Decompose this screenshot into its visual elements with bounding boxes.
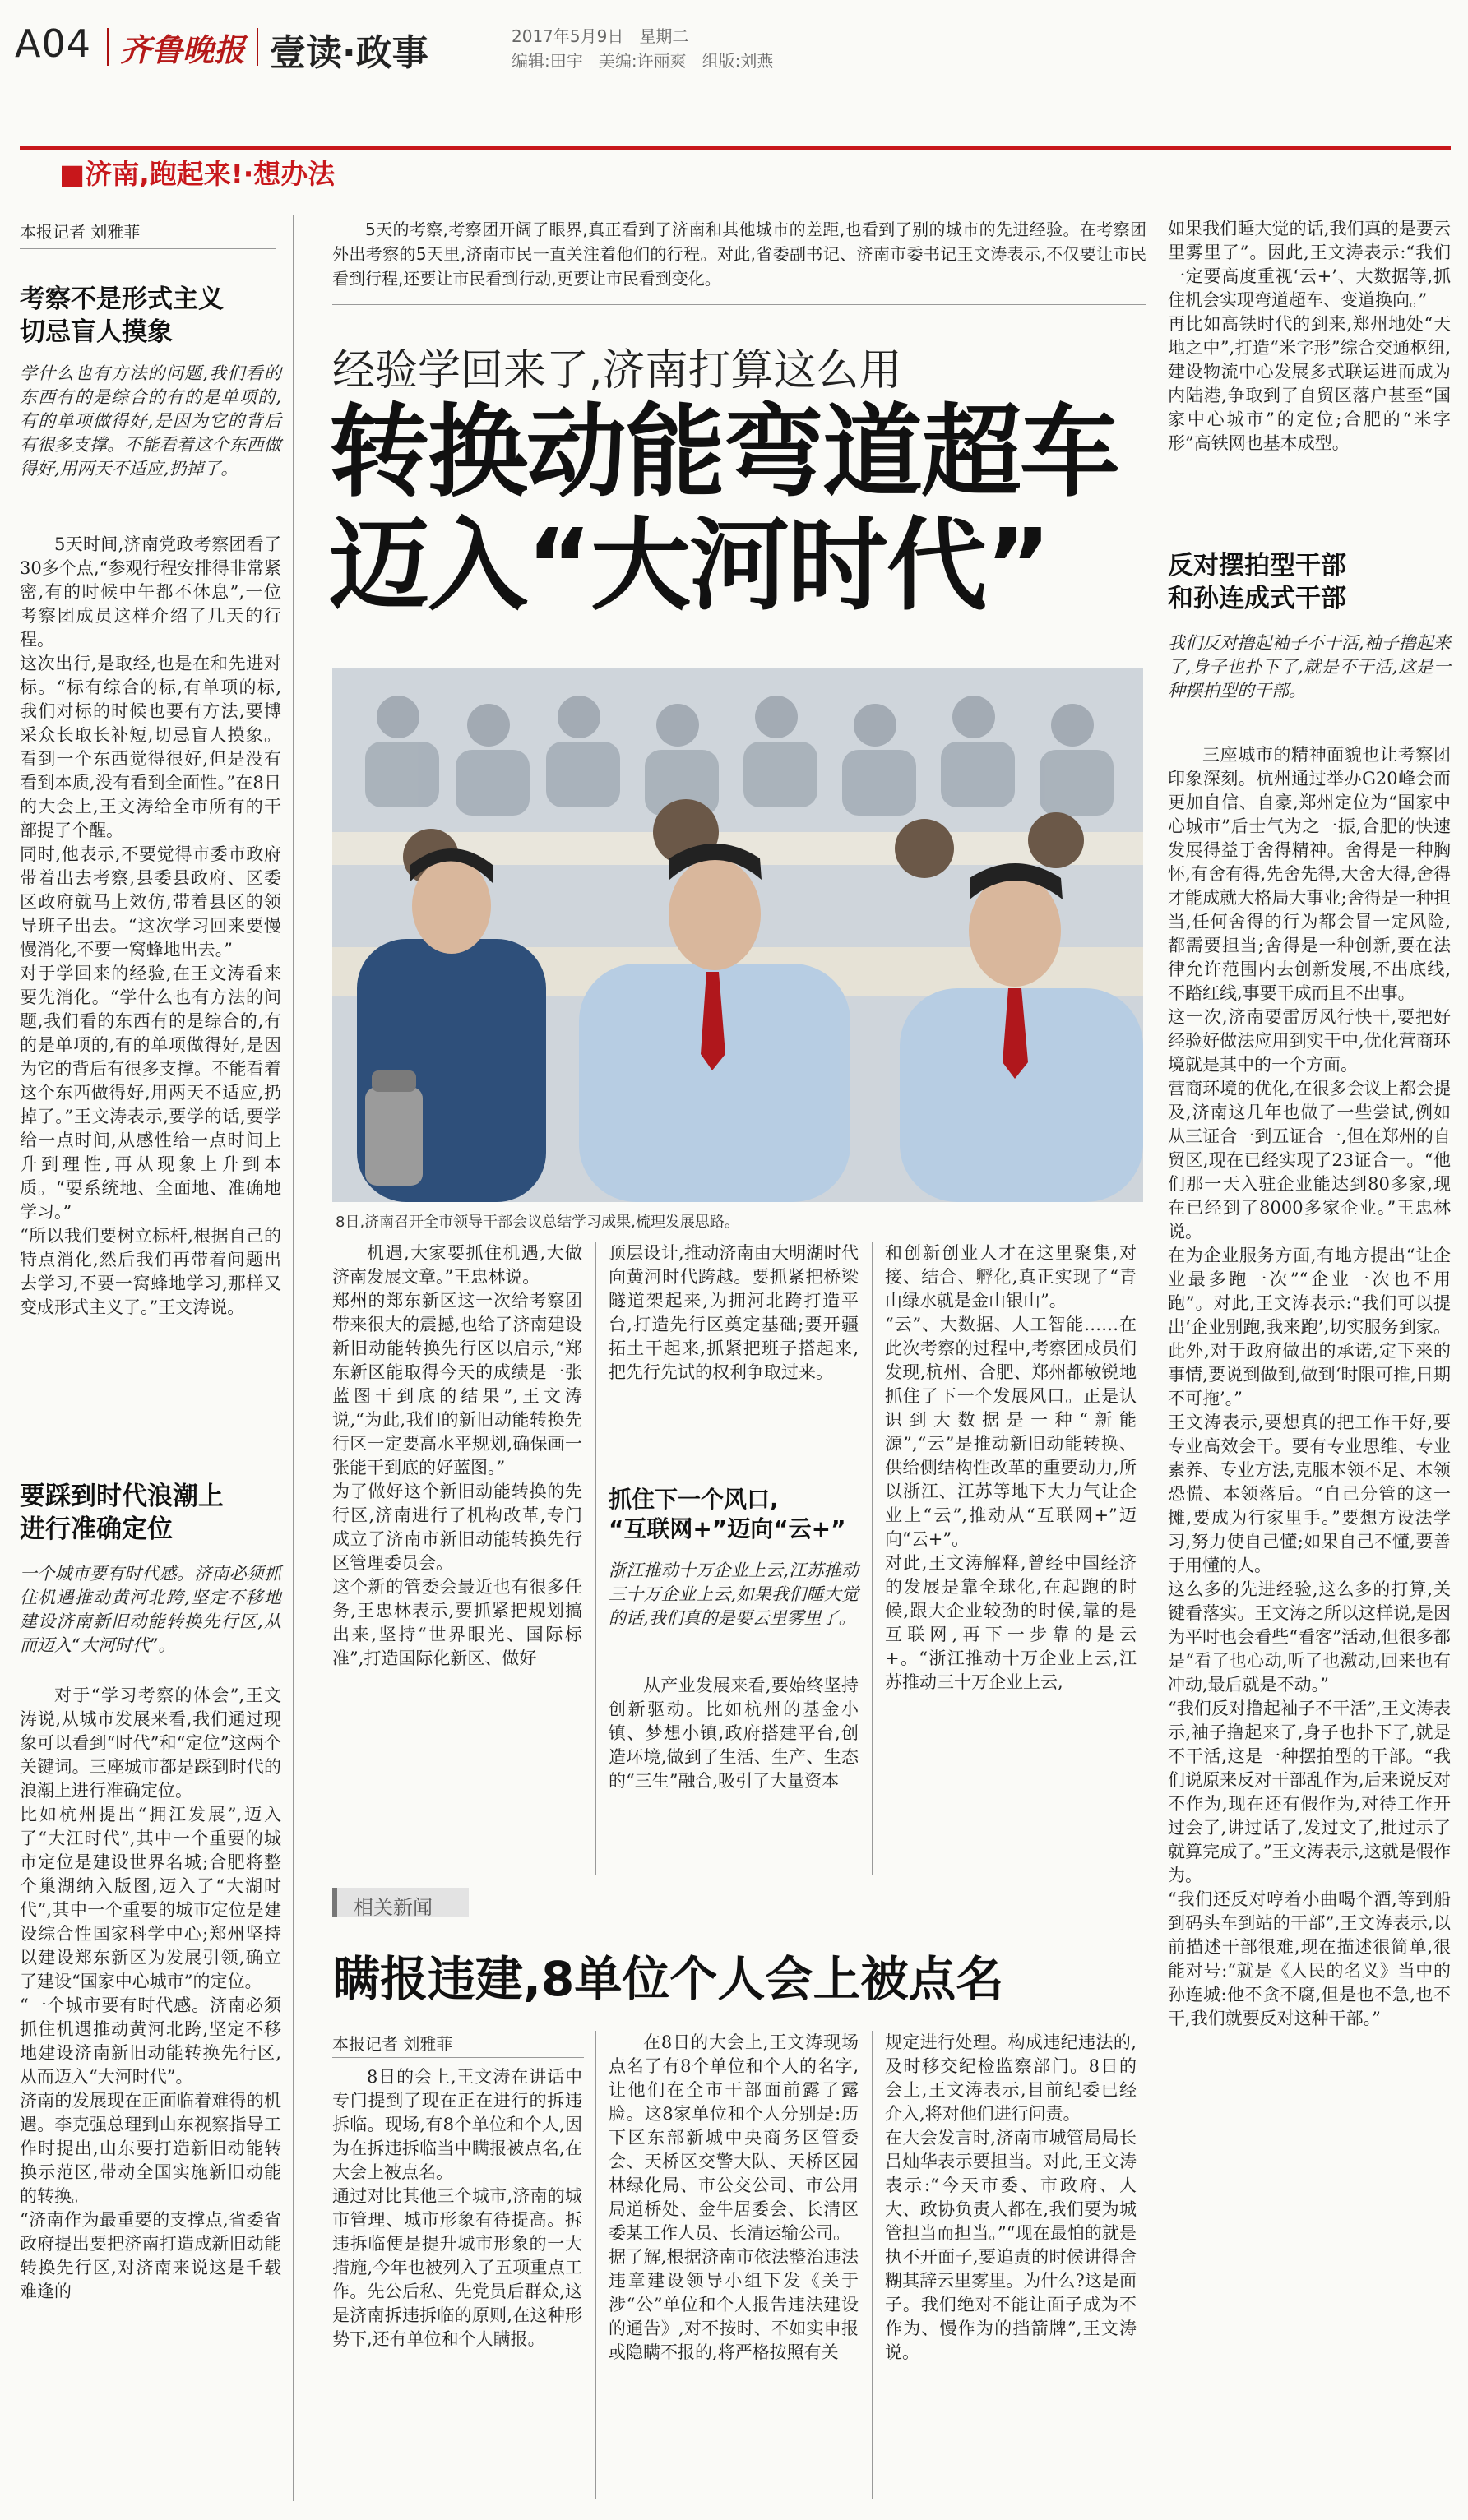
page-number: A04 <box>15 21 92 66</box>
banner-rule <box>20 146 1451 150</box>
photo-caption: 8日,济南召开全市领导干部会议总结学习成果,梳理发展思路。 <box>336 1214 739 1231</box>
related-rule-2 <box>872 2031 873 2499</box>
pull-quote-2: 一个城市要有时代感。济南必须抓住机遇推动黄河北跨,坚定不移地建设济南新旧动能转换先行区,从而迈入“大河时代”。 <box>20 1564 281 1655</box>
subhead-3: 抓住下一个风口, “互联网+”迈向“云+” <box>609 1486 846 1542</box>
article-body-col4: 和创新创业人才在这里聚集,对接、结合、孵化,真正实现了“青山绿水就是金山银山”。 “云”、大数据、人工智能……在此次考察的过程中,考察团成员们发现,杭州、合肥、郑州都敏锐地抓住了下一个发展风口。正是认识到大数据是一种“新能源”,“云”是推动新旧动能转换、供给侧结构性改革的重要动力,所以浙江、江苏等地下大力气让企业上“云”,推动从“互联网+”迈向“云+”。 对此,王文涛解释,曾经中国经济的发展是靠全球化,在起跑的时候,跟大企业较劲的时候,靠的是互联网,再下一步靠的是云+。“浙江推动十万企业上云,江苏推动三十万企业上云, <box>885 1243 1137 1692</box>
section-title: 壹读·政事 <box>270 32 428 74</box>
article-body-col5: 如果我们睡大觉的话,我们真的是要云里雾里了”。因此,王文涛表示:“我们一定要高度重视‘云+’、大数据等,抓住机会实现弯道超车、变道换向。” 再比如高铁时代的到来,郑州地处“天地之中”,打造“米字形”综合交通枢纽,建设物流中心发展多式联运进而成为内陆港,争取到了自贸区落户甚至“国家中心城市”的定位;合肥的“米字形”高铁网也基本成型。 <box>1168 219 1451 453</box>
article-body-col3: 顶层设计,推动济南由大明湖时代向黄河时代跨越。要抓紧把桥梁隧道架起来,为拥河北跨打造平台,打造先行区奠定基础;要开疆拓土干起来,抓紧把班子搭起来,把先行先试的权利争取过来。 <box>609 1243 859 1382</box>
headline-kicker: 经验学回来了,济南打算这么用 <box>332 346 902 395</box>
column-rule-2 <box>595 1242 596 1875</box>
subhead-4: 反对摆拍型干部 和孙连成式干部 <box>1168 551 1346 613</box>
intro-rule <box>332 304 1146 305</box>
byline: 本报记者 刘雅菲 <box>20 222 141 242</box>
related-rule-1 <box>595 2031 596 2499</box>
subhead-2: 要踩到时代浪潮上 进行准确定位 <box>20 1482 224 1544</box>
header-divider <box>107 28 109 66</box>
issue-date: 2017年5月9日 星期二 <box>512 26 689 46</box>
lead-intro: 5天的考察,考察团开阔了眼界,真正看到了济南和其他城市的差距,也看到了别的城市的先进经验。在考察团外出考察的5天里,济南市民一直关注着他们的行程。对此,省委副书记、济南市委书记王文涛表示,不仅要让市民看到行程,还要让市民看到行动,更要让市民看到变化。 <box>332 220 1146 289</box>
subhead-1: 考察不是形式主义 切忌盲人摸象 <box>20 284 224 347</box>
photo-illustration <box>332 668 1143 1202</box>
editor-credits: 编辑:田宇 美编:许丽爽 组版:刘燕 <box>512 51 774 71</box>
article-body-col5b: 三座城市的精神面貌也让考察团印象深刻。杭州通过举办G20峰会而更加自信、自豪,郑州定位为“国家中心城市”后士气为之一振,合肥的快速发展得益于舍得精神。舍得是一种胸怀,有舍有得,先舍先得,大舍大得,舍得才能成就大格局大事业;舍得是一种担当,任何舍得的行为都会冒一定风险,都需要担当;舍得是一种创新,要在法律允许范围内去创新发展,不出底线,不踏红线,事要干成而且不出事。 这一次,济南要雷厉风行快干,要把好经验好做法应用到实干中,优化营商环境就是其中的一个方面。 营商环境的优化,在很多会议上都会提及,济南这几年也做了一些尝试,例如从三证合一到五证合一,但在郑州的自贸区,现在已经实现了23证合一。“他们那一天入驻企业能达到80多家,现在已经到了8000多家企业。”王忠林说。 在为企业服务方面,有地方提出“让企业最多跑一次”“企业一次也不用跑”。对此,王文涛表示:“我们可以提出‘企业别跑,我来跑’,切实服务到家。此外,对于政府做出的承诺,定下来的事情,要说到做到,做到‘时限可推,日期不可拖’。” 王文涛表示,要想真的把工作干好,要专业高效会干。要有专业思维、专业素养、专业方法,克服本领不足、本领恐慌、本领落后。“自己分管的这一摊,要成为行家里手。”要想方设法学习,努力使自己懂;如果自己不懂,要善于用懂的人。 这么多的先进经验,这么多的打算,关键看落实。王文涛之所以这样说,是因为平时也会看些“看客”活动,但很多都是“看了也心动,听了也激动,回来也有冲动,最后就是不动。” “我们反对撸起袖子不干活”,王文涛表示,袖子撸起来了,身子也扑下了,就是不干活,这是一种摆拍型的干部。“我们说原来反对干部乱作为,后来说反对不作为,现在还有假作为,对待工作开过会了,讲过话了,发过文了,批过示了就算完成了。”王文涛表示,这就是假作为。 “我们还反对哼着小曲喝个酒,等到船到码头车到站的干部”,王文涛表示,以前描述干部很难,现在描述很简单,很能对号:“就是《人民的名义》当中的孙连城:他不贪不腐,但是也不急,也不干,我们就要反对这种干部。” <box>1168 745 1451 2028</box>
newspaper-logo: 齐鲁晚报 <box>120 31 246 68</box>
headline-main-1: 转换动能弯道超车 <box>329 394 1118 511</box>
column-rule-1 <box>293 215 294 2501</box>
related-body-col3: 规定进行处理。构成违纪违法的,及时移交纪检监察部门。8日的会上,王文涛表示,目前纪委已经介入,将对他们进行问责。 在大会发言时,济南市城管局局长吕灿华表示要担当。对此,王文涛表示:“今天市委、市政府、人大、政协负责人都在,我们要为城管担当而担当。”“现在最怕的就是执不开面子,要追责的时候讲得舍糊其辞云里雾里。为什么?这是面子。我们绝对不能让面子成为不作为、慢作为的挡箭牌”,王文涛说。 <box>885 2032 1137 2362</box>
series-banner: ■济南,跑起来!·想办法 <box>59 158 336 190</box>
related-body-col2: 在8日的大会上,王文涛现场点名了有8个单位和个人的名字,让他们在全市干部面前露了露脸。这8家单位和个人分别是:历下区东部新城中央商务区管委会、天桥区交警大队、天桥区园林绿化局、市公交公司、市公用局道桥处、金牛居委会、长清区委某工作人员、长清运输公司。 据了解,根据济南市依法整治违法违章建设领导小组下发《关于涉“公”单位和个人报告违法建设的通告》,对不按时、不如实申报或隐瞒不报的,将严格按照有关 <box>609 2032 859 2362</box>
related-byline-rule <box>332 2057 584 2058</box>
related-byline: 本报记者 刘雅菲 <box>332 2034 453 2054</box>
article-body-col3b: 从产业发展来看,要始终坚持创新驱动。比如杭州的基金小镇、梦想小镇,政府搭建平台,创造环境,做到了生活、生产、生态的“三生”融合,吸引了大量资本 <box>609 1676 859 1791</box>
article-body-col2: 机遇,大家要抓住机遇,大做济南发展文章。”王忠林说。 郑州的郑东新区这一次给考察团带来很大的震撼,也给了济南建设新旧动能转换先行区以启示,“郑东新区能取得今天的成绩是一张蓝图干到底的结果”,王文涛说,“为此,我们的新旧动能转换先行区一定要高水平规划,确保画一张能干到底的好蓝图。” 为了做好这个新旧动能转换的先行区,济南进行了机构改革,专门成立了济南市新旧动能转换先行区管理委员会。 这个新的管委会最近也有很多任务,王忠林表示,要抓紧把规划搞出来,坚持“世界眼光、国际标准”,打造国际化新区、做好 <box>332 1243 582 1668</box>
pull-quote-4: 我们反对撸起袖子不干活,袖子撸起来了,身子也扑下了,就是不干活,这是一种摆拍型的干部。 <box>1168 633 1451 701</box>
related-body-col1: 8日的会上,王文涛在讲话中专门提到了现在正在进行的拆违拆临。现场,有8个单位和个人,因为在拆违拆临当中瞒报被点名,在大会上被点名。 通过对比其他三个城市,济南的城市管理、城市形象有待提高。拆违拆临便是提升城市形象的一大措施,今年也被列入了五项重点工作。先公后私、先党员后群众,这是济南拆违拆临的原则,在这种形势下,还有单位和个人瞒报。 <box>332 2067 582 2349</box>
col1-rule-top <box>20 248 276 249</box>
related-headline: 瞒报违建,8单位个人会上被点名 <box>332 1951 1004 2007</box>
article-body-col1b: 对于“学习考察的体会”,王文涛说,从城市发展来看,我们通过现象可以看到“时代”和“定位”这两个关键词。三座城市都是踩到时代的浪潮上进行准确定位。 比如杭州提出“拥江发展”,迈入了“大江时代”,其中一个重要的城市定位是建设世界名城;合肥将整个巢湖纳入版图,迈入了“大湖时代”,其中一个重要的城市定位是建设综合性国家科学中心;郑州坚持以建设郑东新区为发展引领,确立了建设“国家中心城市”的定位。 “一个城市要有时代感。济南必须抓住机遇推动黄河北跨,坚定不移地建设济南新旧动能转换先行区,从而迈入“大河时代”。 济南的发展现在正面临着难得的机遇。李克强总理到山东视察指导工作时提出,山东要打造新旧动能转换示范区,带动全国实施新旧动能的转换。 “济南作为最重要的支撑点,省委省政府提出要把济南打造成新旧动能转换先行区,对济南来说这是千载难逢的 <box>20 1685 281 2301</box>
banner-marker: ■ <box>59 158 86 190</box>
headline-main-2: 迈入“大河时代” <box>329 507 1050 624</box>
header-divider-2 <box>257 28 258 66</box>
pull-quote-3: 浙江推动十万企业上云,江苏推动三十万企业上云,如果我们睡大觉的话,我们真的是要云里雾里了。 <box>609 1561 859 1628</box>
meeting-photo <box>332 668 1143 1202</box>
related-tag: 相关新闻 <box>332 1888 469 1917</box>
column-rule-3 <box>872 1242 873 1875</box>
pull-quote-1: 学什么也有方法的问题,我们看的东西有的是综合的有的是单项的,有的单项做得好,是因为它的背后有很多支撑。不能看着这个东西做得好,用两天不适应,扔掉了。 <box>20 363 281 479</box>
article-body-col1: 5天时间,济南党政考察团看了30多个点,“参观行程安排得非常紧密,有的时候中午都不休息”,一位考察团成员这样介绍了几天的行程。 这次出行,是取经,也是在和先进对标。“标有综合的标,有单项的标,我们对标的时候也要有方法,要博采众长取长补短,切忌盲人摸象。看到一个东西觉得很好,但是没有看到本质,没有看到全面性。”在8日的大会上,王文涛给全市所有的干部提了个醒。 同时,他表示,不要觉得市委市政府带着出去考察,县委县政府、区委区政府就马上效仿,带着县区的领导班子出去。“这次学习回来要慢慢消化,不要一窝蜂地出去。” 对于学回来的经验,在王文涛看来要先消化。“学什么也有方法的问题,我们看的东西有的是综合的,有的是单项的,有的单项做得好,是因为它的背后有很多支撑。不能看着这个东西做得好,用两天不适应,扔掉了。”王文涛表示,要学的话,要学给一点时间,从感性给一点时间上升到理性,再从现象上升到本质。“要系统地、全面地、准确地学习。” “所以我们要树立标杆,根据自己的特点消化,然后我们再带着问题出去学习,不要一窝蜂地学习,那样又变成形式主义了。”王文涛说。 <box>20 534 281 1317</box>
